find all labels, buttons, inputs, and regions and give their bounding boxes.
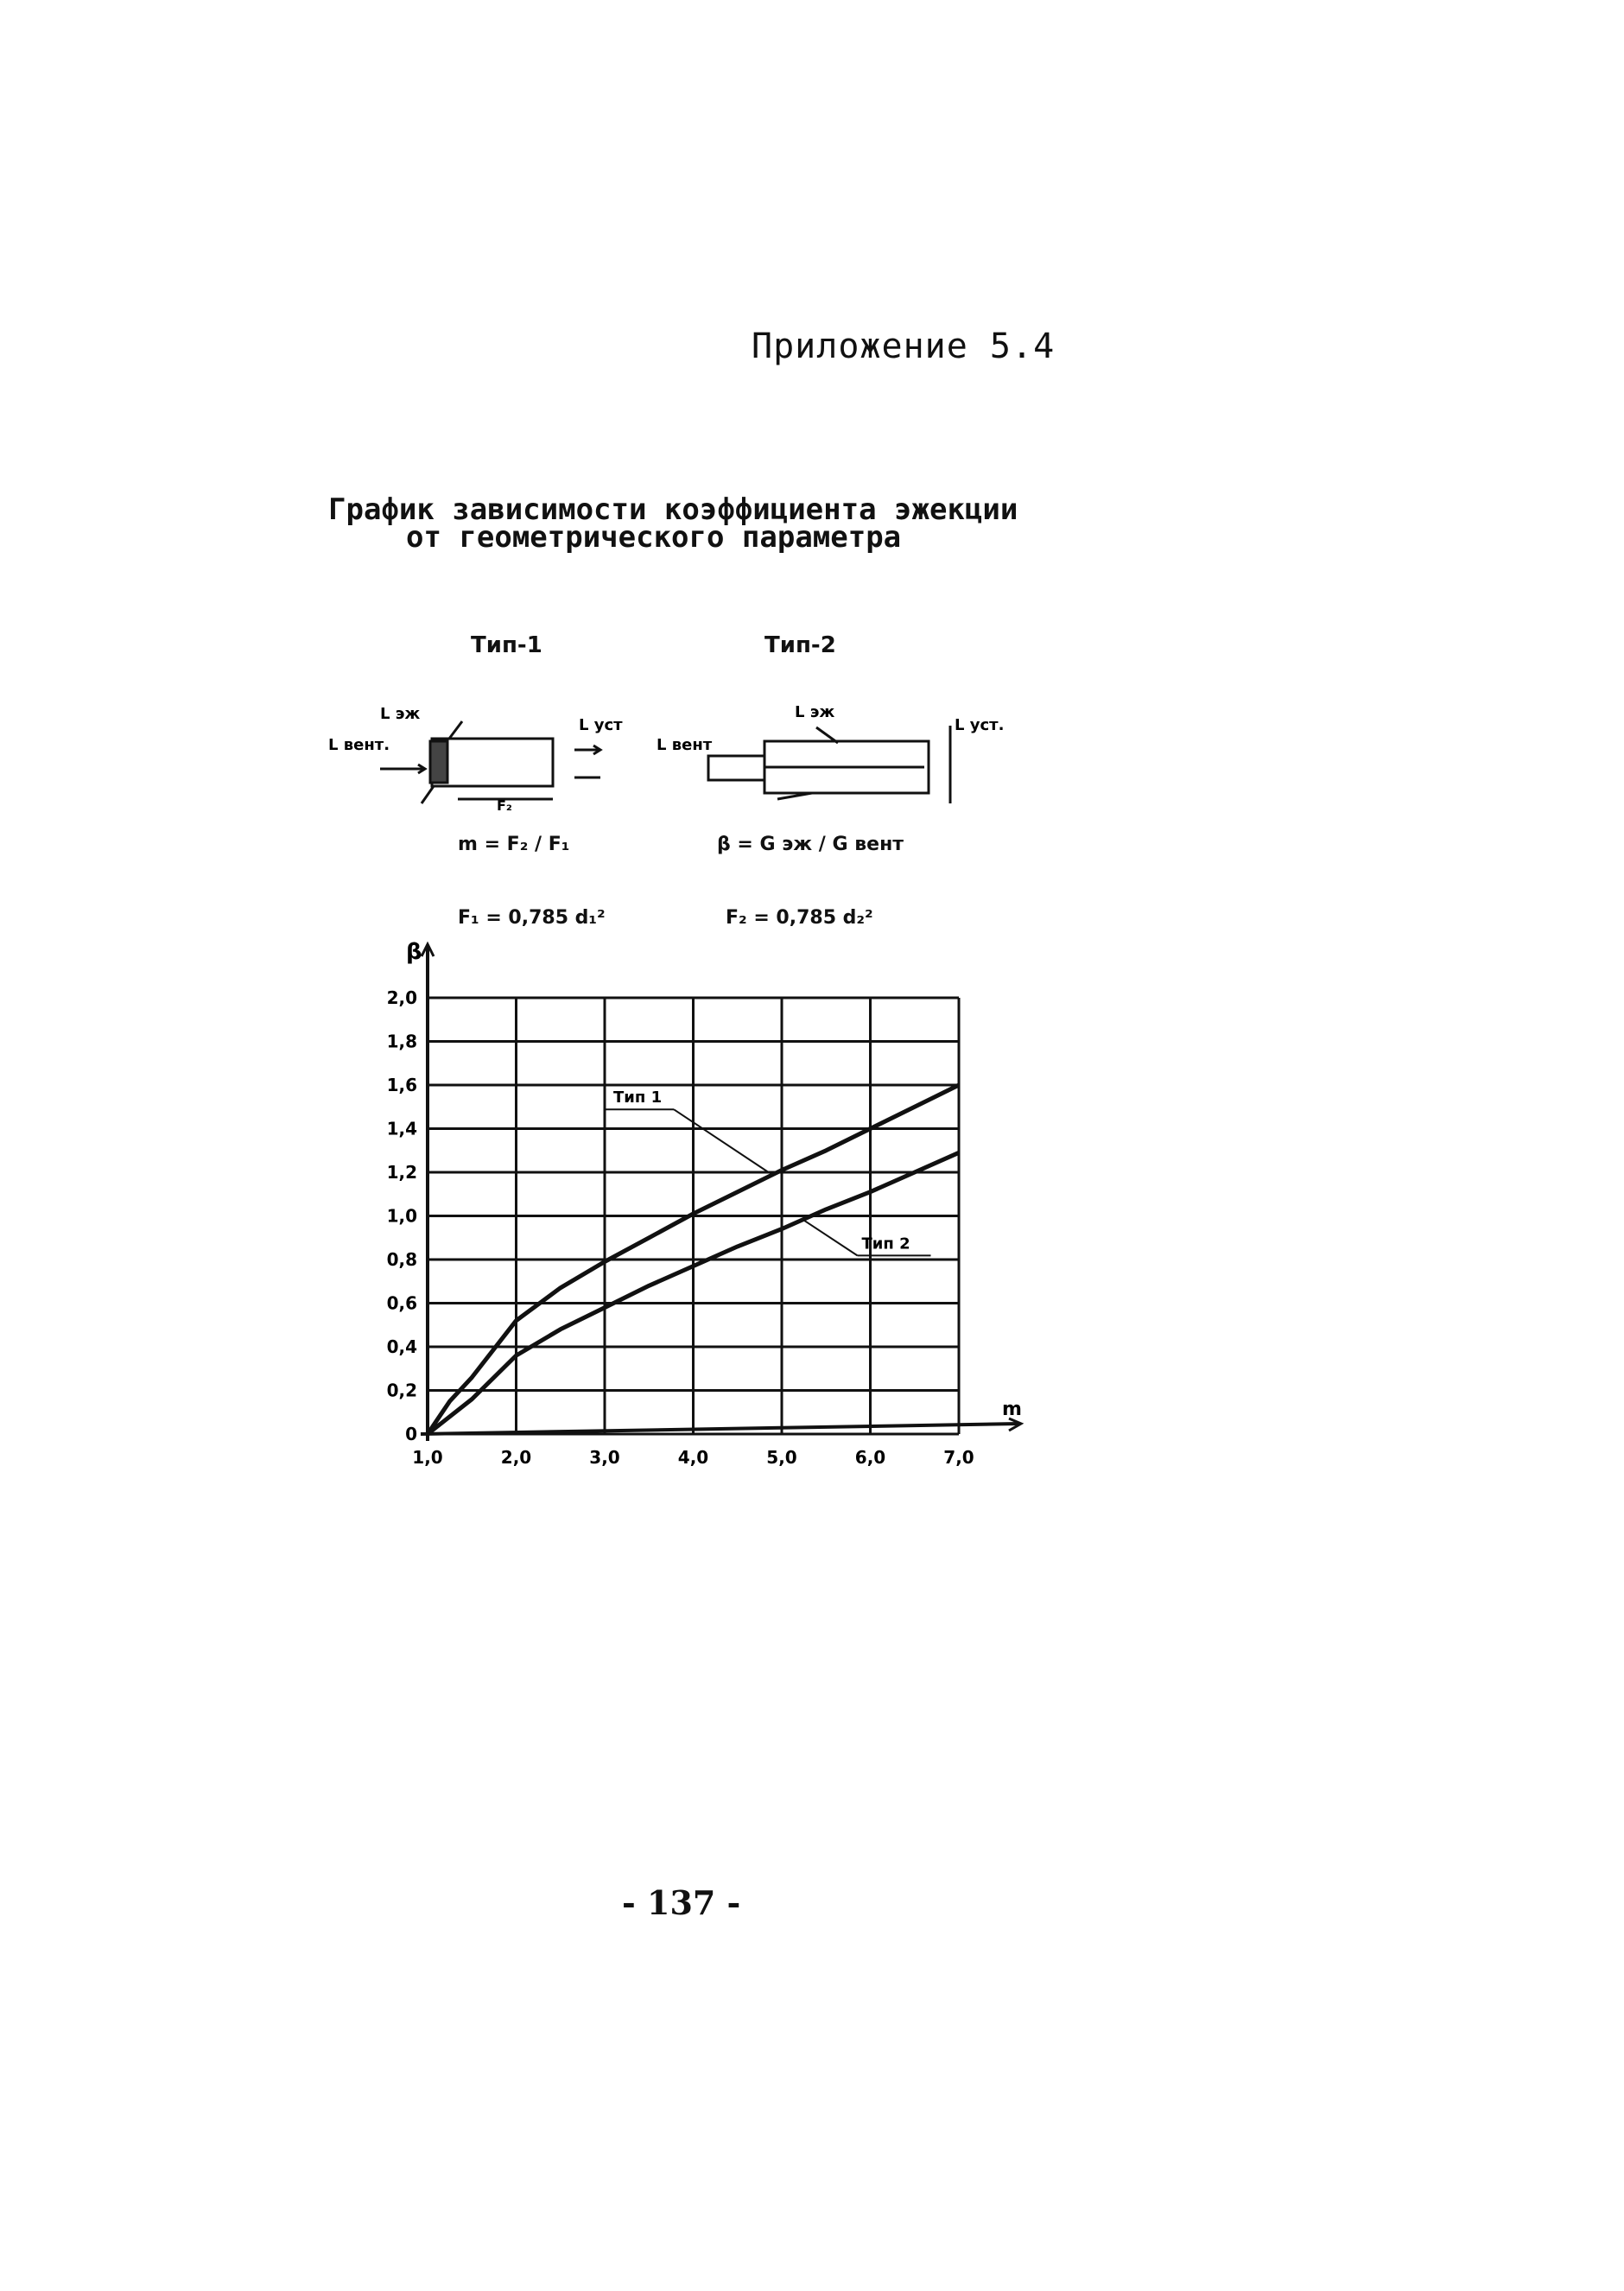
type2-label: Тип-2: [764, 632, 836, 658]
type1-l-ust-label: L уст: [579, 716, 623, 734]
y-tick-label: 0,4: [386, 1336, 417, 1357]
x-tick-label: 5,0: [766, 1447, 797, 1468]
type1-formula: m = F₂ / F₁: [458, 834, 570, 855]
x-axis-label: m: [1002, 1399, 1022, 1420]
type1-nozzle: [430, 741, 447, 783]
y-tick-label: 0,6: [386, 1292, 417, 1314]
y-tick-label: 1,6: [386, 1075, 417, 1095]
series-label-2: Тип 2: [861, 1234, 910, 1253]
chart-title-line1: График зависимости коэффициента эжекции: [328, 492, 1018, 527]
type2-formula: β = G эж / G вент: [717, 834, 904, 855]
series-label-1: Тип 1: [613, 1088, 663, 1107]
type1-l-ej-label: L эж: [380, 705, 421, 723]
series-label-1-leader: [674, 1109, 769, 1172]
type1-l-vent-label: L вент.: [328, 736, 390, 754]
chart-axes: [421, 944, 1021, 1441]
type1-f2-label: F₂: [497, 797, 512, 814]
page-number: - 137 -: [622, 1883, 741, 1922]
type1-schematic: [380, 721, 600, 803]
x-tick-label: 3,0: [589, 1447, 620, 1468]
x-axis: [421, 1424, 1019, 1434]
x-tick-label: 2,0: [500, 1447, 532, 1468]
y-tick-label: 1,2: [386, 1162, 417, 1183]
x-tick-label: 1,0: [412, 1447, 443, 1468]
y-tick-label: 0,8: [386, 1249, 417, 1270]
x-tick-label: 6,0: [854, 1447, 886, 1468]
type1-suction-arrow: [422, 786, 434, 803]
type2-area-formula: F₂ = 0,785 d₂²: [726, 907, 873, 929]
x-tick-label: 7,0: [943, 1447, 974, 1468]
type1-label: Тип-1: [471, 632, 542, 658]
type1-area-formula: F₁ = 0,785 d₁²: [458, 907, 606, 929]
type1-chamber: [432, 739, 553, 786]
y-tick-label: 1,8: [386, 1031, 417, 1052]
x-tick-label: 4,0: [677, 1447, 709, 1468]
y-tick-label: 0: [405, 1424, 417, 1444]
type2-nozzle: [708, 756, 764, 780]
type2-l-ust-label: L уст.: [955, 716, 1005, 734]
y-tick-label: 0,2: [386, 1380, 417, 1401]
type2-l-ej-label: L эж: [795, 703, 835, 721]
series-label-2-leader: [804, 1221, 858, 1256]
ejection-coefficient-chart: [346, 933, 1054, 1486]
type1-leader: [449, 721, 462, 739]
chart-title-line2: от геометрического параметра: [406, 520, 902, 555]
type2-schematic: [708, 726, 950, 803]
appendix-label: Приложение 5.4: [752, 327, 1056, 366]
y-axis-label: β: [406, 939, 422, 965]
type2-l-vent-label: L вент: [657, 736, 713, 754]
y-tick-label: 1,0: [386, 1205, 417, 1227]
y-tick-label: 1,4: [386, 1118, 417, 1139]
y-tick-label: 2,0: [386, 987, 417, 1008]
ejector-schematics: [328, 691, 1019, 821]
